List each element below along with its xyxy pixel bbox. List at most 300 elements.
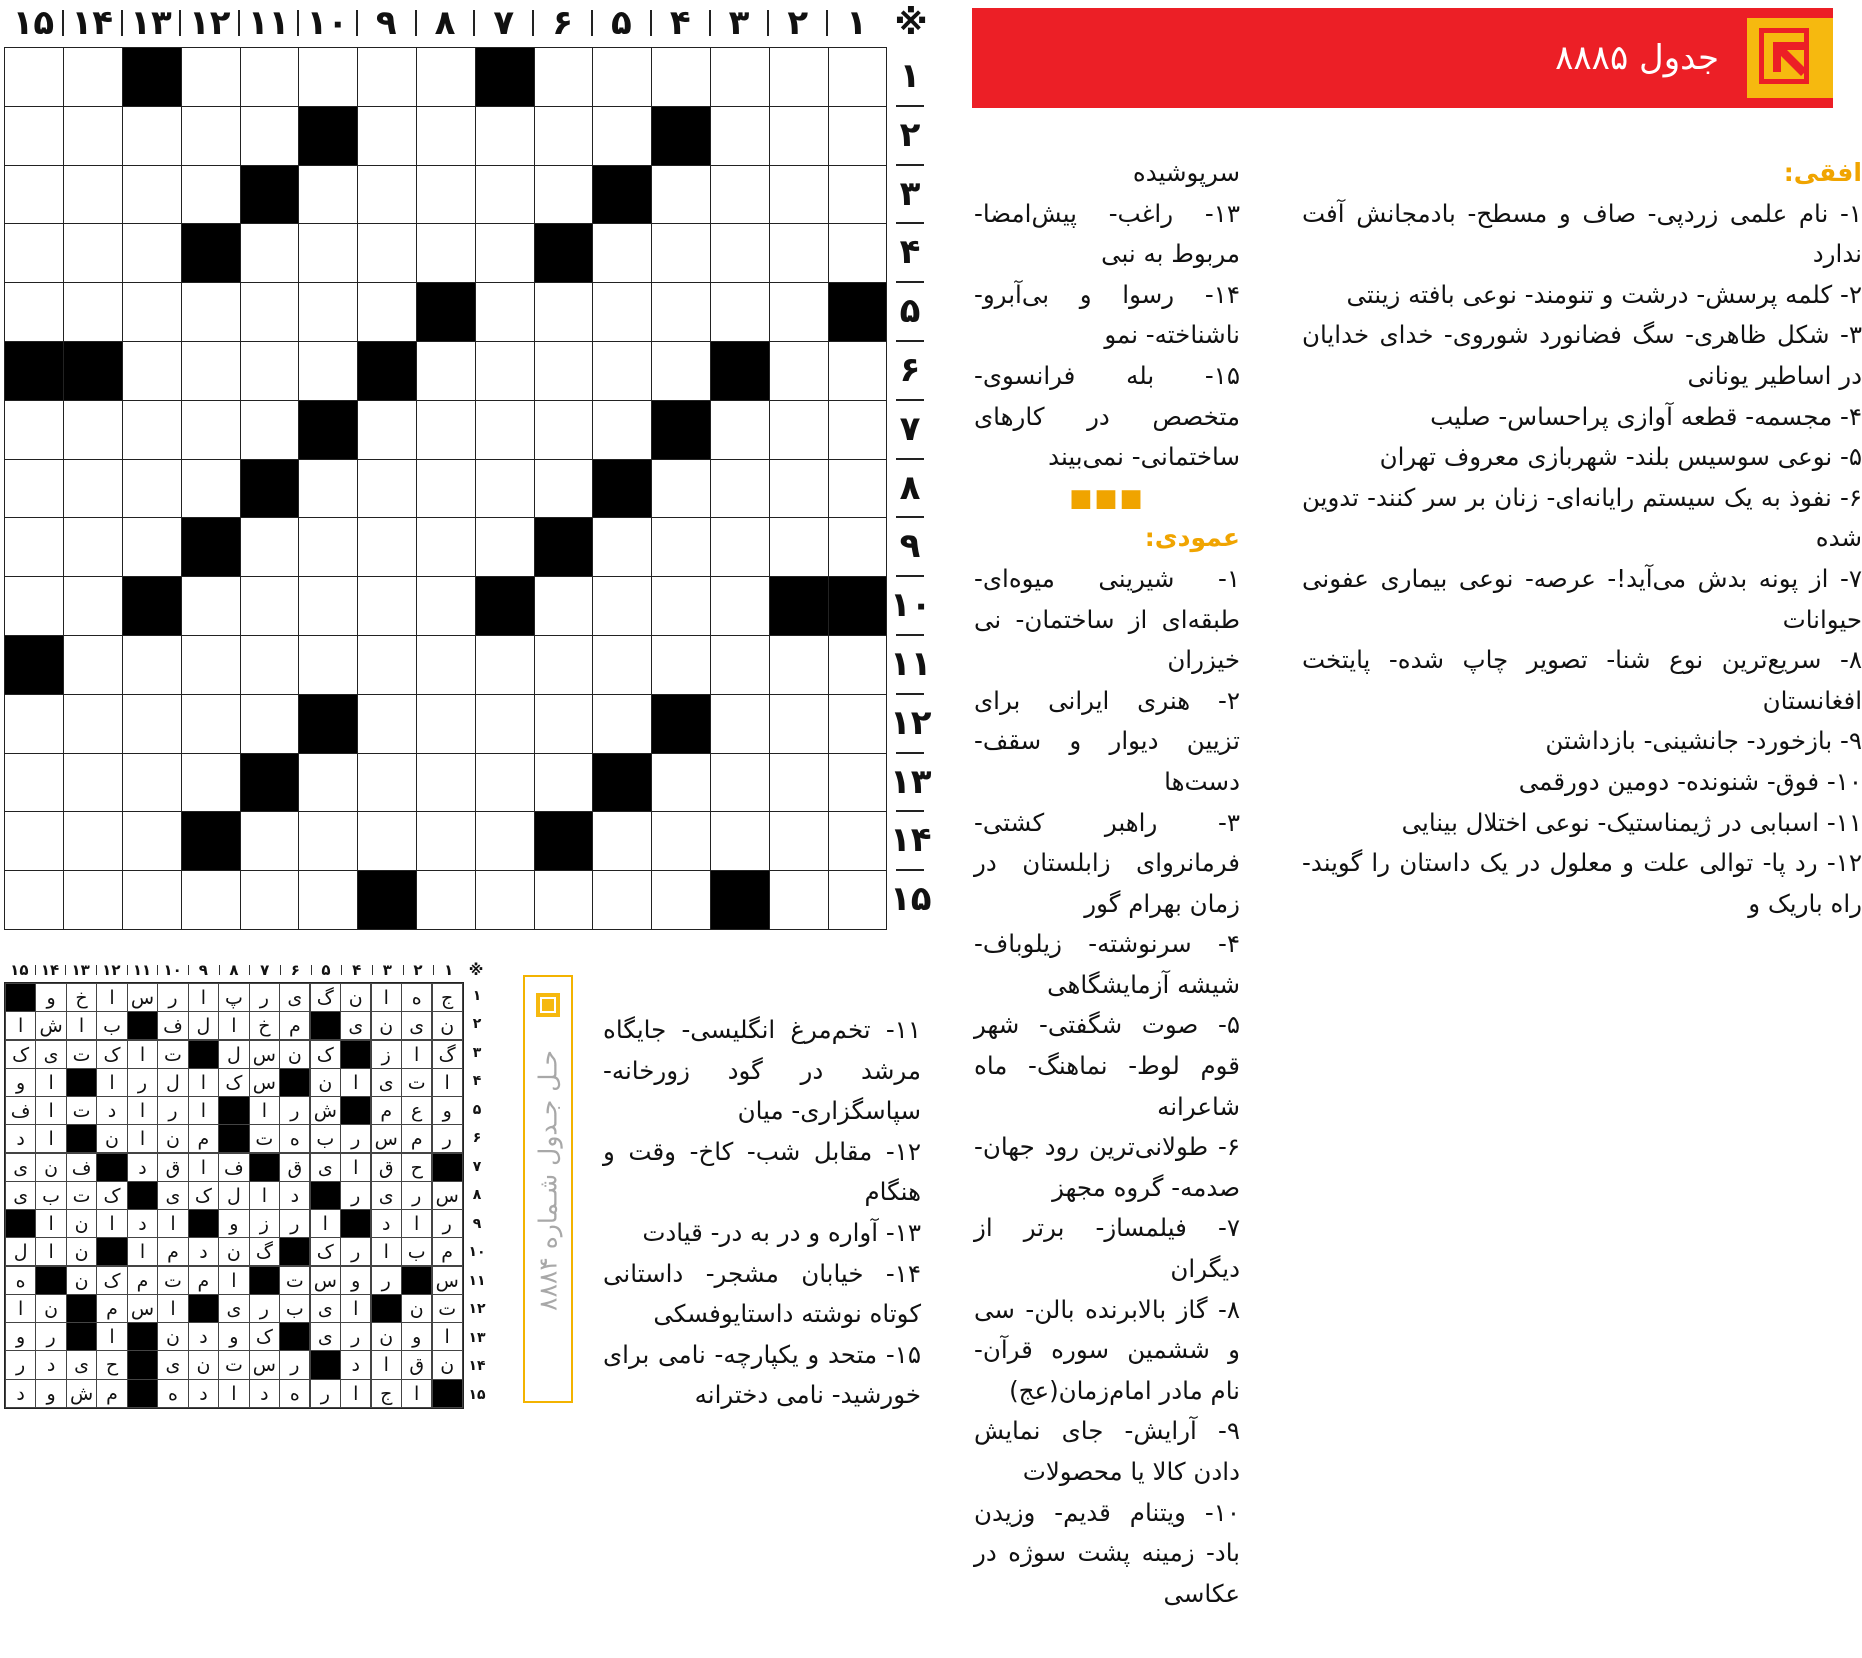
solution-column-numbers <box>4 960 464 980</box>
down-clue-list <box>974 559 1240 1614</box>
grid-cell[interactable] <box>239 811 299 871</box>
grid-cell[interactable] <box>827 811 887 871</box>
grid-cell[interactable] <box>357 517 417 577</box>
grid-cell[interactable] <box>4 106 64 166</box>
solution-cell: ل <box>218 1181 249 1210</box>
grid-cell[interactable] <box>4 753 64 813</box>
grid-cell[interactable] <box>63 282 123 342</box>
grid-cell[interactable] <box>122 517 182 577</box>
across-clue: ۱- نام علمی زردپی- صاف و مسطح- بادمجانش آفت ندارد <box>1302 198 1862 269</box>
grid-cell[interactable] <box>768 870 828 930</box>
solution-cell: د <box>35 1350 66 1379</box>
grid-cell[interactable] <box>710 282 770 342</box>
grid-cell[interactable] <box>533 870 593 930</box>
solution-cell: ا <box>432 1068 463 1097</box>
grid-cell[interactable] <box>63 165 123 225</box>
grid-cell[interactable] <box>63 459 123 519</box>
grid-cell[interactable] <box>357 694 417 754</box>
solution-cell: ن <box>432 1011 463 1040</box>
grid-cell[interactable] <box>298 576 358 636</box>
black-cell <box>416 282 476 342</box>
grid-cell[interactable] <box>416 47 476 107</box>
black-cell <box>239 753 299 813</box>
grid-cell[interactable] <box>827 459 887 519</box>
grid-cell[interactable] <box>827 341 887 401</box>
grid-cell[interactable] <box>122 223 182 283</box>
grid-cell[interactable] <box>180 47 240 107</box>
grid-cell[interactable] <box>651 576 711 636</box>
grid-cell[interactable] <box>827 694 887 754</box>
grid-cell[interactable] <box>180 341 240 401</box>
grid-cell[interactable] <box>416 223 476 283</box>
solution-cell: و <box>35 1379 66 1408</box>
grid-cell[interactable] <box>239 282 299 342</box>
solution-black-cell <box>432 1379 463 1408</box>
grid-cell[interactable] <box>298 459 358 519</box>
grid-cell[interactable] <box>651 811 711 871</box>
solution-cell: ح <box>96 1350 127 1379</box>
row-number: ۶ <box>899 350 921 390</box>
grid-cell[interactable] <box>827 870 887 930</box>
grid-cell[interactable] <box>416 753 476 813</box>
grid-cell[interactable] <box>63 576 123 636</box>
solution-cell: و <box>432 1096 463 1125</box>
grid-cell[interactable] <box>710 400 770 460</box>
grid-cell[interactable] <box>4 870 64 930</box>
grid-cell[interactable] <box>298 517 358 577</box>
solution-black-cell <box>401 1266 432 1295</box>
grid-cell[interactable] <box>827 47 887 107</box>
solution-cell: ف <box>157 1011 188 1040</box>
solution-black-cell <box>340 1209 371 1238</box>
grid-cell[interactable] <box>768 282 828 342</box>
solution-cell: م <box>279 1011 310 1040</box>
solution-cell: ی <box>310 1294 341 1323</box>
solution-cell: س <box>127 1294 158 1323</box>
grid-cell[interactable] <box>4 165 64 225</box>
grid-cell[interactable] <box>239 341 299 401</box>
grid-cell[interactable] <box>416 459 476 519</box>
grid-cell[interactable] <box>298 753 358 813</box>
grid-cell[interactable] <box>768 811 828 871</box>
row-number: ۸ <box>899 467 921 508</box>
across-clue: سرپوشیده <box>1132 158 1240 187</box>
down-clues-column-2 <box>603 1010 921 1416</box>
column-number: ۱۵ <box>12 3 55 43</box>
grid-cell[interactable] <box>63 106 123 166</box>
grid-cell[interactable] <box>651 459 711 519</box>
grid-cell[interactable] <box>710 694 770 754</box>
grid-cell[interactable] <box>4 400 64 460</box>
grid-cell[interactable] <box>122 635 182 695</box>
solution-cell: خ <box>249 1011 280 1040</box>
grid-cell[interactable] <box>63 400 123 460</box>
down-clue: ۹- آرایش- جای نمایش دادن کالا یا محصولات <box>974 1416 1240 1486</box>
grid-cell[interactable] <box>4 459 64 519</box>
grid-cell[interactable] <box>122 282 182 342</box>
grid-cell[interactable] <box>239 576 299 636</box>
grid-cell[interactable] <box>651 517 711 577</box>
grid-cell[interactable] <box>827 223 887 283</box>
grid-cell[interactable] <box>239 106 299 166</box>
solution-black-cell <box>188 1209 219 1238</box>
grid-cell[interactable] <box>710 517 770 577</box>
grid-cell[interactable] <box>592 47 652 107</box>
grid-cell[interactable] <box>357 635 417 695</box>
across-heading: افقی: <box>1783 158 1862 187</box>
black-cell <box>710 341 770 401</box>
grid-cell[interactable] <box>239 223 299 283</box>
grid-cell[interactable] <box>533 282 593 342</box>
grid-cell[interactable] <box>592 282 652 342</box>
black-cell <box>827 576 887 636</box>
solution-cell: ک <box>310 1040 341 1069</box>
solution-cell: ک <box>96 1266 127 1295</box>
solution-cell: ر <box>5 1350 36 1379</box>
grid-cell[interactable] <box>651 282 711 342</box>
grid-cell[interactable] <box>592 341 652 401</box>
solution-cell: ت <box>66 1181 97 1210</box>
grid-cell[interactable] <box>474 165 534 225</box>
grid-cell[interactable] <box>710 811 770 871</box>
grid-cell[interactable] <box>592 106 652 166</box>
solution-cell: ت <box>218 1350 249 1379</box>
grid-cell[interactable] <box>416 341 476 401</box>
grid-cell[interactable] <box>180 694 240 754</box>
grid-cell[interactable] <box>710 223 770 283</box>
grid-cell[interactable] <box>4 576 64 636</box>
grid-cell[interactable] <box>416 811 476 871</box>
solution-cell: ش <box>310 1096 341 1125</box>
solution-cell: ن <box>66 1266 97 1295</box>
grid-cell[interactable] <box>827 400 887 460</box>
grid-cell[interactable] <box>122 811 182 871</box>
row-number: ۵ <box>899 291 921 332</box>
grid-cell[interactable] <box>533 165 593 225</box>
grid-cell[interactable] <box>416 165 476 225</box>
solution-cell: ا <box>96 1068 127 1097</box>
grid-cell[interactable] <box>592 400 652 460</box>
grid-cell[interactable] <box>298 870 358 930</box>
grid-cell[interactable] <box>357 165 417 225</box>
grid-cell[interactable] <box>4 47 64 107</box>
grid-cell[interactable] <box>298 165 358 225</box>
grid-cell[interactable] <box>592 694 652 754</box>
solution-cell: ه <box>279 1124 310 1153</box>
grid-cell[interactable] <box>63 811 123 871</box>
solution-cell: ک <box>249 1322 280 1351</box>
grid-cell[interactable] <box>357 47 417 107</box>
grid-cell[interactable] <box>710 576 770 636</box>
grid-cell[interactable] <box>592 223 652 283</box>
grid-cell[interactable] <box>4 811 64 871</box>
grid-cell[interactable] <box>298 811 358 871</box>
solution-cell: ا <box>249 1181 280 1210</box>
grid-cell[interactable] <box>827 753 887 813</box>
grid-cell[interactable] <box>474 811 534 871</box>
grid-cell[interactable] <box>710 753 770 813</box>
grid-cell[interactable] <box>768 635 828 695</box>
grid-cell[interactable] <box>768 694 828 754</box>
grid-cell[interactable] <box>63 47 123 107</box>
grid-cell[interactable] <box>416 576 476 636</box>
column-number: ۱۴ <box>71 3 113 43</box>
grid-cell[interactable] <box>416 870 476 930</box>
grid-cell[interactable] <box>768 517 828 577</box>
grid-cell[interactable] <box>298 341 358 401</box>
solution-column-number: ۱۴ <box>40 961 60 979</box>
grid-cell[interactable] <box>357 459 417 519</box>
grid-cell[interactable] <box>533 635 593 695</box>
solution-cell: ی <box>5 1153 36 1182</box>
grid-cell[interactable] <box>357 106 417 166</box>
grid-cell[interactable] <box>180 165 240 225</box>
grid-cell[interactable] <box>592 517 652 577</box>
grid-cell[interactable] <box>651 165 711 225</box>
grid-cell[interactable] <box>827 517 887 577</box>
grid-cell[interactable] <box>63 753 123 813</box>
across-clue: ۱۱- اسبابی در ژیمناستیک- نوعی اختلال بینایی <box>1401 807 1862 837</box>
solution-cell: ا <box>218 1266 249 1295</box>
solution-cell: ی <box>310 1153 341 1182</box>
grid-cell[interactable] <box>474 753 534 813</box>
down-clue: ۶- طولانی‌ترین رود جهان- صدمه- گروه مجهز <box>974 1132 1240 1202</box>
solution-cell: ر <box>35 1322 66 1351</box>
solution-cell: ک <box>96 1181 127 1210</box>
grid-cell[interactable] <box>239 47 299 107</box>
grid-cell[interactable] <box>474 870 534 930</box>
solution-row-number: ۶ <box>472 1130 482 1147</box>
solution-black-cell <box>66 1124 97 1153</box>
row-number: ۱ <box>899 56 921 96</box>
solution-black-cell <box>127 1322 158 1351</box>
grid-cell[interactable] <box>533 694 593 754</box>
puzzle-header <box>972 8 1833 108</box>
grid-cell[interactable] <box>357 282 417 342</box>
solution-cell: ا <box>96 983 127 1012</box>
grid-cell[interactable] <box>416 517 476 577</box>
grid-cell[interactable] <box>710 47 770 107</box>
grid-cell[interactable] <box>63 517 123 577</box>
grid-cell[interactable] <box>357 576 417 636</box>
grid-cell[interactable] <box>122 106 182 166</box>
solution-cell: د <box>5 1379 36 1408</box>
grid-cell[interactable] <box>592 635 652 695</box>
down-clue: ۱۴- خیابان مشجر- داستانی کوتاه نوشته داستایوفسکی <box>603 1258 921 1329</box>
grid-cell[interactable] <box>122 400 182 460</box>
grid-cell[interactable] <box>710 459 770 519</box>
grid-cell[interactable] <box>180 870 240 930</box>
grid-cell[interactable] <box>651 870 711 930</box>
solution-cell: س <box>249 1068 280 1097</box>
grid-cell[interactable] <box>180 400 240 460</box>
grid-cell[interactable] <box>768 106 828 166</box>
grid-cell[interactable] <box>651 341 711 401</box>
solution-cell: ا <box>218 1011 249 1040</box>
solution-cell: ل <box>188 1011 219 1040</box>
grid-cell[interactable] <box>533 576 593 636</box>
grid-cell[interactable] <box>592 870 652 930</box>
grid-cell[interactable] <box>474 635 534 695</box>
grid-cell[interactable] <box>239 635 299 695</box>
grid-cell[interactable] <box>533 47 593 107</box>
grid-cell[interactable] <box>533 753 593 813</box>
grid-cell[interactable] <box>827 165 887 225</box>
solution-black-cell <box>340 1096 371 1125</box>
across-clue: ۳- شکل ظاهری- سگ فضانورد شوروی- خدای خدایان در اساطیر یونانی <box>1302 320 1862 390</box>
grid-cell[interactable] <box>357 223 417 283</box>
down-clue: ۱۲- مقابل شب- کاخ- وقت و هنگام <box>603 1136 921 1207</box>
row-number: ۲ <box>899 114 921 155</box>
grid-cell[interactable] <box>416 694 476 754</box>
grid-cell[interactable] <box>416 106 476 166</box>
solution-cell: ر <box>279 1209 310 1238</box>
grid-cell[interactable] <box>474 223 534 283</box>
grid-cell[interactable] <box>768 459 828 519</box>
grid-cell[interactable] <box>180 753 240 813</box>
grid-cell[interactable] <box>768 47 828 107</box>
grid-cell[interactable] <box>298 635 358 695</box>
grid-cell[interactable] <box>474 694 534 754</box>
solution-row-number: ۸ <box>472 1187 482 1204</box>
grid-cell[interactable] <box>63 694 123 754</box>
grid-cell[interactable] <box>768 223 828 283</box>
grid-cell[interactable] <box>827 635 887 695</box>
solution-cell: ر <box>127 1068 158 1097</box>
grid-cell[interactable] <box>4 694 64 754</box>
grid-cell[interactable] <box>533 106 593 166</box>
solution-cell: س <box>432 1266 463 1295</box>
grid-cell[interactable] <box>122 753 182 813</box>
solution-cell: ج <box>432 983 463 1012</box>
solution-cell: ت <box>157 1266 188 1295</box>
grid-cell[interactable] <box>298 47 358 107</box>
grid-cell[interactable] <box>416 635 476 695</box>
solution-black-cell <box>310 1011 341 1040</box>
grid-cell[interactable] <box>4 282 64 342</box>
grid-cell[interactable] <box>357 753 417 813</box>
solution-cell: ا <box>188 1068 219 1097</box>
grid-cell[interactable] <box>768 341 828 401</box>
grid-cell[interactable] <box>180 282 240 342</box>
down-clue: ۲- هنری ایرانی برای تزیین دیوار و سقف- دست‌ها <box>974 685 1240 796</box>
solution-cell: ا <box>188 1153 219 1182</box>
across-clues-column-1 <box>1302 153 1862 924</box>
down-clue-list-continued <box>603 1010 921 1416</box>
solution-cell: ا <box>157 1294 188 1323</box>
grid-cell[interactable] <box>122 341 182 401</box>
grid-cell[interactable] <box>474 459 534 519</box>
solution-black-cell <box>96 1153 127 1182</box>
solution-black-cell <box>127 1350 158 1379</box>
grid-cell[interactable] <box>122 870 182 930</box>
solution-black-cell <box>310 1350 341 1379</box>
grid-cell[interactable] <box>63 870 123 930</box>
grid-cell[interactable] <box>710 635 770 695</box>
solution-black-cell <box>127 1379 158 1408</box>
grid-cell[interactable] <box>533 341 593 401</box>
grid-cell[interactable] <box>474 106 534 166</box>
grid-cell[interactable] <box>180 106 240 166</box>
grid-cell[interactable] <box>651 223 711 283</box>
grid-cell[interactable] <box>239 694 299 754</box>
solution-cell: ا <box>340 1153 371 1182</box>
solution-cell: د <box>188 1237 219 1266</box>
black-cell <box>592 459 652 519</box>
solution-cell: ر <box>249 1294 280 1323</box>
across-clue: ۴- مجسمه- قطعه آوازی پراحساس- صلیب <box>1430 401 1862 431</box>
solution-cell: ا <box>188 1096 219 1125</box>
black-cell <box>710 870 770 930</box>
grid-cell[interactable] <box>122 459 182 519</box>
solution-cell: ه <box>401 983 432 1012</box>
grid-cell[interactable] <box>768 400 828 460</box>
grid-cell[interactable] <box>63 635 123 695</box>
grid-cell[interactable] <box>63 223 123 283</box>
grid-cell[interactable] <box>533 400 593 460</box>
grid-cell[interactable] <box>239 517 299 577</box>
grid-cell[interactable] <box>180 459 240 519</box>
solution-cell: ب <box>279 1294 310 1323</box>
grid-cell[interactable] <box>710 165 770 225</box>
grid-cell[interactable] <box>651 635 711 695</box>
grid-cell[interactable] <box>592 811 652 871</box>
solution-black-cell <box>188 1040 219 1069</box>
grid-cell[interactable] <box>651 47 711 107</box>
grid-cell[interactable] <box>533 459 593 519</box>
grid-cell[interactable] <box>122 694 182 754</box>
crossword-grid <box>4 47 886 929</box>
grid-cell[interactable] <box>768 753 828 813</box>
grid-cell[interactable] <box>357 811 417 871</box>
grid-cell[interactable] <box>651 753 711 813</box>
solution-cell: و <box>35 983 66 1012</box>
down-clue: ۱۱- تخم‌مرغ انگلیسی- جایگاه مرشد در گود زورخانه- سپاسگزاری- میان <box>603 1015 921 1126</box>
grid-cell[interactable] <box>180 635 240 695</box>
grid-cell[interactable] <box>416 400 476 460</box>
column-number: ۱۰ <box>306 3 349 43</box>
grid-cell[interactable] <box>239 400 299 460</box>
grid-cell[interactable] <box>4 517 64 577</box>
arrow-icon <box>1765 36 1815 80</box>
solution-cell: ن <box>66 1237 97 1266</box>
solution-black-cell <box>5 1209 36 1238</box>
grid-cell[interactable] <box>474 517 534 577</box>
grid-cell[interactable] <box>710 106 770 166</box>
grid-cell[interactable] <box>298 223 358 283</box>
solution-cell: ا <box>310 1209 341 1238</box>
grid-cell[interactable] <box>180 576 240 636</box>
grid-cell[interactable] <box>592 576 652 636</box>
grid-cell[interactable] <box>474 400 534 460</box>
solution-cell: م <box>188 1266 219 1295</box>
black-cell <box>768 576 828 636</box>
grid-cell[interactable] <box>768 165 828 225</box>
solution-cell: ک <box>96 1040 127 1069</box>
grid-cell[interactable] <box>474 282 534 342</box>
grid-cell[interactable] <box>827 106 887 166</box>
grid-cell[interactable] <box>298 282 358 342</box>
solution-cell: ن <box>279 1040 310 1069</box>
puzzle-title: جدول ۸۸۸۵ <box>1555 38 1719 78</box>
grid-cell[interactable] <box>357 400 417 460</box>
grid-cell[interactable] <box>474 341 534 401</box>
grid-cell[interactable] <box>239 870 299 930</box>
grid-cell[interactable] <box>122 165 182 225</box>
grid-cell[interactable] <box>4 223 64 283</box>
across-clue-list-continued <box>974 153 1240 478</box>
solution-cell: م <box>96 1379 127 1408</box>
